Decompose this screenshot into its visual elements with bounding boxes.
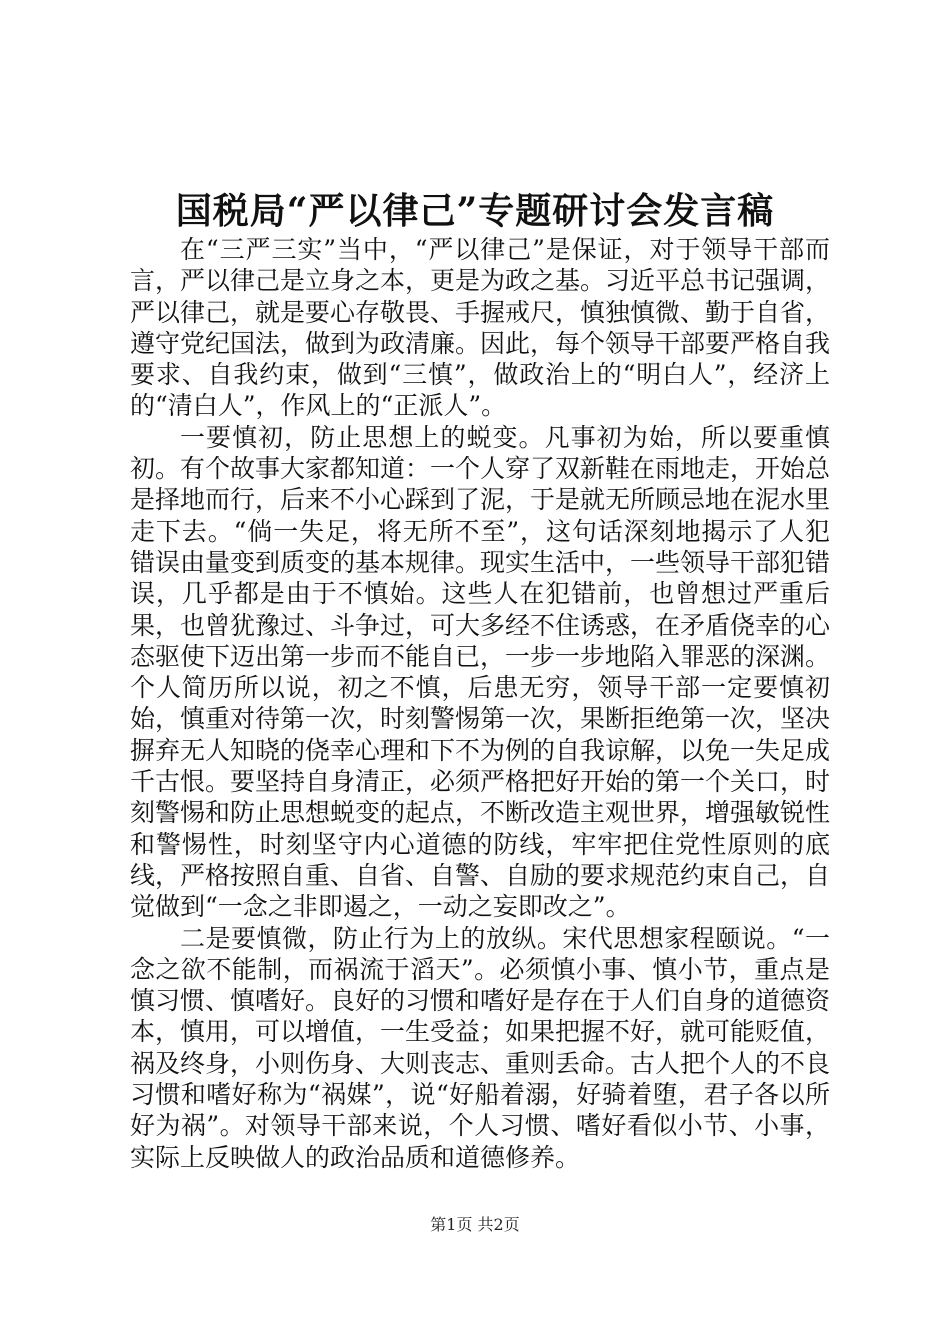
document-title: 国税局“严以律己”专题研讨会发言稿 bbox=[175, 190, 775, 232]
paragraph-point-two: 二是要慎微，防止行为上的放纵。宋代思想家程颐说。“一念之欲不能制，而祸流于滔天”。必须慎小事、慎小节，重点是慎习惯、慎嗜好。良好的习惯和嗜好是存在于人们自身的道德资本，慎用，可以增值，一生受益；如果把握不好，就可能贬值，祸及终身，小则伤身、大则丧志、重则丢命。古人把个人的不良习惯和嗜好称为“祸媒”，说“好船着溺，好骑着堕，君子各以所好为祸”。对领导干部来说，个人习惯、嗜好看似小节、小事，实际上反映做人的政治品质和道德修养。 bbox=[130, 923, 831, 1172]
paragraph-point-one: 一要慎初，防止思想上的蜕变。凡事初为始，所以要重慎初。有个故事大家都知道：一个人穿了双新鞋在雨地走，开始总是择地而行，后来不小心踩到了泥，于是就无所顾忌地在泥水里走下去。“倘一失足，将无所不至”，这句话深刻地揭示了人犯错误由量变到质变的基本规律。现实生活中，一些领导干部犯错误，几乎都是由于不慎始。这些人在犯错前，也曾想过严重后果，也曾犹豫过、斗争过，可大多经不住诱惑，在矛盾侥幸的心态驱使下迈出第一步而不能自已，一步一步地陷入罪恶的深渊。个人简历所以说，初之不慎，后患无穷，领导干部一定要慎初始，慎重对待第一次，时刻警惕第一次，果断拒绝第一次，坚决摒弃无人知晓的侥幸心理和下不为例的自我谅解，以免一失足成千古恨。要坚持自身清正，必须严格把好开始的第一个关口，时刻警惕和防止思想蜕变的起点，不断改造主观世界，增强敏锐性和警惕性，时刻坚守内心道德的防线，牢牢把住党性原则的底线，严格按照自重、自省、自警、自励的要求规范约束自己，自觉做到“一念之非即遏之，一动之妄即改之”。 bbox=[130, 422, 831, 922]
page-footer: 第1页 共2页 bbox=[430, 1215, 520, 1234]
document-body bbox=[130, 234, 830, 1173]
paragraph-intro: 在“三严三实”当中，“严以律己”是保证，对于领导干部而言，严以律己是立身之本，更是为政之基。习近平总书记强调，严以律己，就是要心存敬畏、手握戒尺，慎独慎微、勤于自省，遵守党纪国法，做到为政清廉。因此，每个领导干部要严格自我要求、自我约束，做到“三慎”，做政治上的“明白人”，经济上的“清白人”，作风上的“正派人”。 bbox=[130, 235, 831, 421]
